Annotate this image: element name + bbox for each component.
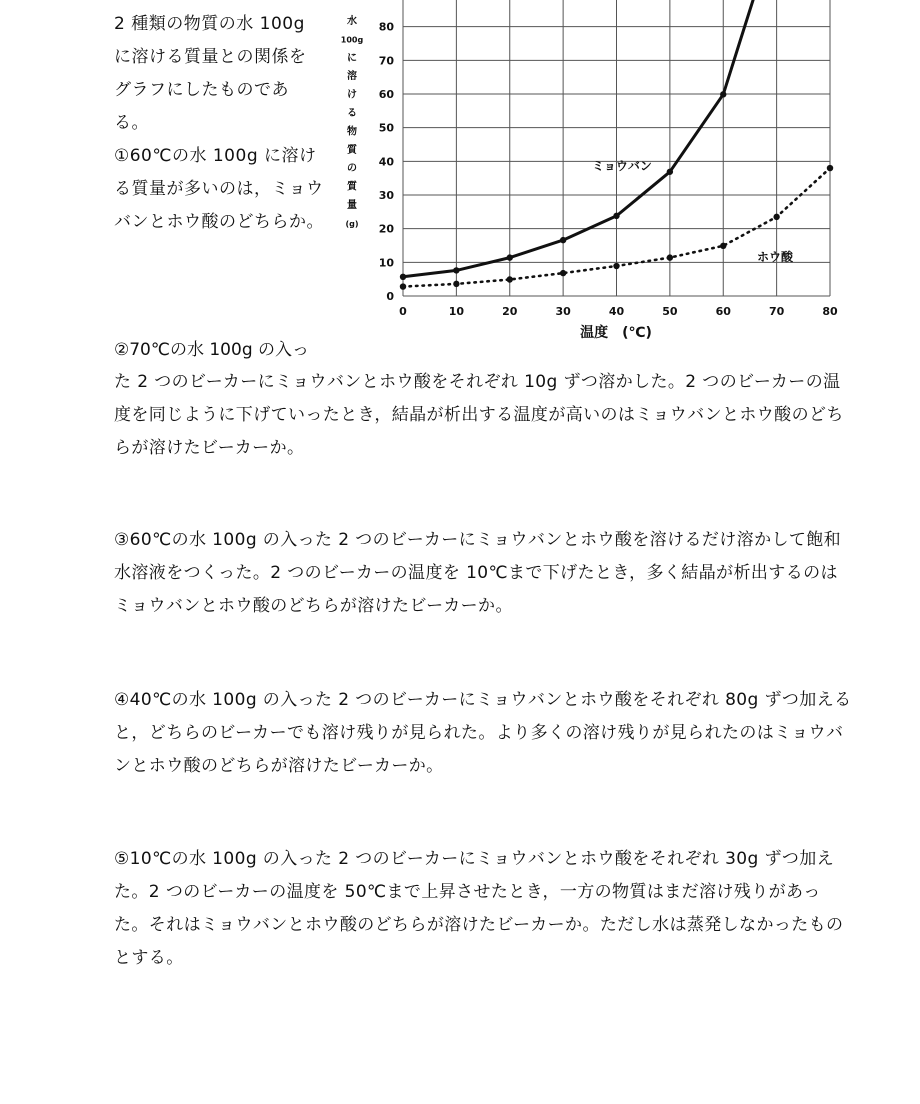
- y-axis-label: [341, 14, 364, 228]
- data-point-houkan: [453, 281, 459, 287]
- y-tick-label: 40: [378, 155, 394, 169]
- y-tick-labels: [379, 0, 395, 303]
- question-2-body: た 2 つのビーカーにミョウバンとホウ酸をそれぞれ 10g ずつ溶かした。2 つのビーカーの温度を同じように下げていったとき，結晶が析出する温度が高いのはミョウバンとホウ酸のどちらが溶けたビーカーか。: [114, 372, 844, 458]
- intro-line: に溶ける質量との関係を: [114, 47, 307, 67]
- x-tick-labels: [399, 305, 838, 318]
- x-tick-label: 70: [768, 305, 785, 318]
- x-tick-label: 20: [502, 305, 518, 318]
- y-tick-label: 70: [378, 54, 394, 68]
- data-point-houkan: [827, 165, 833, 171]
- data-point-myouban: [507, 254, 513, 260]
- y-axis-label-char: 溶: [347, 71, 357, 83]
- data-point-myouban: [613, 213, 619, 219]
- data-point-myouban: [400, 274, 406, 280]
- x-tick-label: 0: [399, 305, 407, 318]
- y-tick-label: 0: [386, 290, 394, 303]
- data-point-houkan: [613, 263, 619, 269]
- data-point-houkan: [720, 243, 726, 249]
- data-point-myouban: [560, 237, 566, 243]
- intro-line: る。: [114, 113, 149, 133]
- y-tick-label: 50: [378, 121, 394, 135]
- x-tick-label: 10: [448, 305, 465, 318]
- data-point-myouban: [453, 267, 459, 273]
- x-tick-label: 40: [608, 305, 625, 318]
- y-axis-label-char: に: [347, 52, 357, 64]
- question-1: ①60℃の水 100g に溶ける質量が多いのは，ミョウバンとホウ酸のどちらか。: [114, 146, 324, 232]
- x-tick-label: 80: [822, 305, 838, 318]
- y-axis-label-char: る: [347, 108, 357, 119]
- y-axis-label-char: 量: [347, 200, 357, 211]
- y-axis-label-char: 水: [347, 16, 357, 27]
- data-point-houkan: [667, 254, 673, 260]
- x-tick-label: 60: [715, 305, 731, 318]
- data-point-houkan: [400, 283, 406, 289]
- data-point-myouban: [720, 91, 726, 97]
- y-tick-label: 10: [378, 256, 394, 270]
- question-3: ③60℃の水 100g の入った 2 つのビーカーにミョウバンとホウ酸を溶けるだけ溶かして飽和水溶液をつくった。2 つのビーカーの温度を 10℃まで下げたとき，多く結晶が析出するのはミョウバンとホウ酸のどちらが溶けたビーカーか。: [114, 530, 842, 616]
- data-point-houkan: [773, 214, 779, 220]
- question-2-head: ②70℃の水 100g の入っ: [114, 340, 310, 360]
- y-tick-label: 80: [378, 20, 394, 34]
- y-axis-label-char: け: [347, 89, 357, 101]
- x-axis-label: 温度 (℃): [580, 325, 652, 341]
- y-axis-label-char: の: [347, 163, 357, 175]
- y-tick-label: 60: [378, 88, 394, 101]
- legend-myouban: ミョウバン: [592, 159, 652, 173]
- intro-line: 2 種類の物質の水 100g: [114, 14, 305, 34]
- y-axis-label-char: 質: [347, 181, 357, 193]
- y-axis-label-char: 100g: [340, 35, 364, 45]
- solubility-chart: [0, 0, 920, 350]
- question-4: ④40℃の水 100g の入った 2 つのビーカーにミョウバンとホウ酸をそれぞれ 80g ずつ加えると，どちらのビーカーでも溶け残りが見られた。より多くの溶け残りが見られたのはミョウバンとホウ酸のどちらが溶けたビーカーか。: [114, 690, 852, 776]
- x-tick-label: 30: [555, 305, 571, 318]
- data-point-myouban: [667, 169, 673, 175]
- y-tick-label: 20: [378, 222, 394, 236]
- intro-line: グラフにしたものであ: [114, 80, 289, 100]
- data-point-houkan: [507, 276, 513, 282]
- y-axis-label-char: (g): [345, 219, 359, 229]
- data-point-houkan: [560, 270, 566, 276]
- legend-houkan: ホウ酸: [756, 250, 794, 264]
- x-tick-label: 50: [662, 305, 678, 318]
- y-axis-label-char: 質: [347, 144, 357, 156]
- y-axis-label-char: 物: [347, 126, 357, 138]
- y-tick-label: 30: [378, 189, 394, 202]
- question-5: ⑤10℃の水 100g の入った 2 つのビーカーにミョウバンとホウ酸をそれぞれ 30g ずつ加えた。2 つのビーカーの温度を 50℃まで上昇させたとき，一方の物質はまだ溶け残りがあった。それはミョウバンとホウ酸のどちらが溶けたビーカーか。ただし水は蒸発しなかったものとする。: [114, 849, 844, 968]
